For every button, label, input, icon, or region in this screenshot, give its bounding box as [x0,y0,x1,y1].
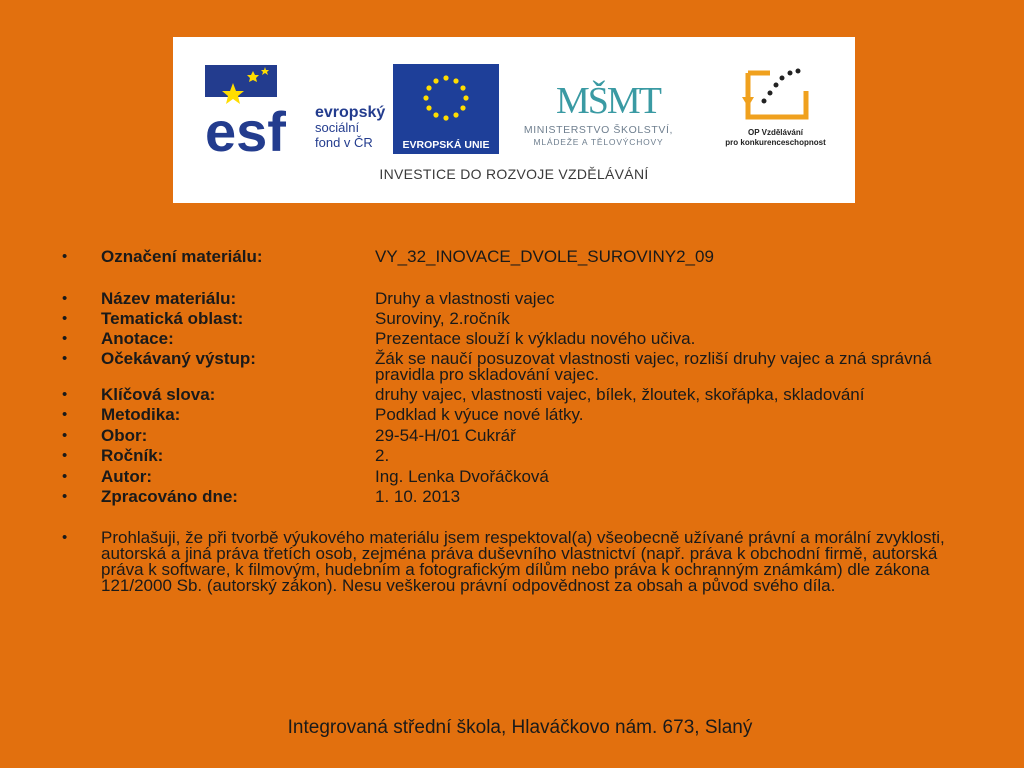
eu-logo [393,64,499,154]
esf-mark-icon [205,63,315,155]
item-value: Podklad k výuce nové látky. [375,405,584,424]
op-line1: OP Vzdělávání [748,128,803,137]
op-mark-icon [718,61,833,127]
bullet-icon: • [62,310,68,327]
esf-line2: sociální [315,120,360,135]
item-label: Autor: [101,467,152,486]
item-value: 1. 10. 2013 [375,487,461,506]
bullet-icon: • [62,406,68,423]
op-caption [718,128,833,148]
item-value: 29-54-H/01 Cukrář [375,426,516,445]
item-label: Zpracováno dne: [101,487,238,506]
item-value: VY_32_INOVACE_DVOLE_SUROVINY2_09 [375,247,714,266]
bullet-icon: • [62,350,68,367]
msmt-caption [506,124,691,148]
bullet-icon: • [62,447,68,464]
bullet-icon: • [62,330,68,347]
msmt-mark-icon [506,61,691,121]
msmt-line1: MINISTERSTVO ŠKOLSTVÍ, [523,124,674,136]
bullet-icon: • [62,248,68,265]
item-value: Žák se naučí posuzovat vlastnosti vajec, rozliší druhy vajec a zná správná pravidla pro skladování vajec. [375,349,932,384]
eu-flag-icon [393,64,499,136]
msmt-line2: MLÁDEŽE A TĚLOVÝCHOVY [533,137,664,147]
item-value: Ing. Lenka Dvořáčková [375,467,549,486]
item-label: Obor: [101,426,148,445]
msmt-logo [506,61,691,153]
declaration-text: Prohlašuji, že při tvorbě výukového materiálu jsem respektoval(a) všeobecně užívané právní a morální zvyklosti, autorská a jiná práva třetích osob, zejména práva duševního vlastnictví (např. práva k obchodní firmě, autorská práva k software, k filmovým, hudebním a fotografickým dílům nebo práva k ochranným známkám) dle zákona 121/2000 Sb. (autorský zákon). Nesu veškerou právní odpovědnost za obsah a původ svého díla. [101,528,945,595]
esf-line1: evropský [315,104,386,121]
esf-logo [205,63,386,155]
item-label: Tematická oblast: [101,309,244,328]
item-label: Označení materiálu: [101,247,263,266]
item-label: Metodika: [101,405,181,424]
item-label: Anotace: [101,329,174,348]
op-line2: pro konkurenceschopnost [725,138,826,147]
bullet-icon: • [62,427,68,444]
item-label: Očekávaný výstup: [101,349,256,368]
msmt-mark-text: MŠMT [556,80,660,121]
item-label: Ročník: [101,446,164,465]
op-logo [718,61,833,161]
footer-school-address: Integrovaná střední škola, Hlaváčkovo nám. 673, Slaný [287,717,753,738]
item-value: 2. [375,446,390,465]
item-label: Název materiálu: [101,289,237,308]
esf-mark-text: esf [205,100,286,155]
banner-tagline: INVESTICE DO ROZVOJE VZDĚLÁVÁNÍ [379,166,649,182]
bullet-icon: • [62,529,68,546]
item-value: Druhy a vlastnosti vajec [375,289,555,308]
esf-caption [315,105,385,150]
bullet-icon: • [62,290,68,307]
eu-label: EVROPSKÁ UNIE [393,136,499,154]
item-value: Suroviny, 2.ročník [375,309,510,328]
bullet-icon: • [62,488,68,505]
esf-line3: fond v ČR [315,135,373,150]
bullet-icon: • [62,386,68,403]
item-label: Klíčová slova: [101,385,216,404]
bullet-icon: • [62,468,68,485]
item-value: druhy vajec, vlastnosti vajec, bílek, žloutek, skořápka, skladování [375,385,865,404]
logo-banner [173,37,855,203]
item-value: Prezentace slouží k výkladu nového učiva. [375,329,696,348]
